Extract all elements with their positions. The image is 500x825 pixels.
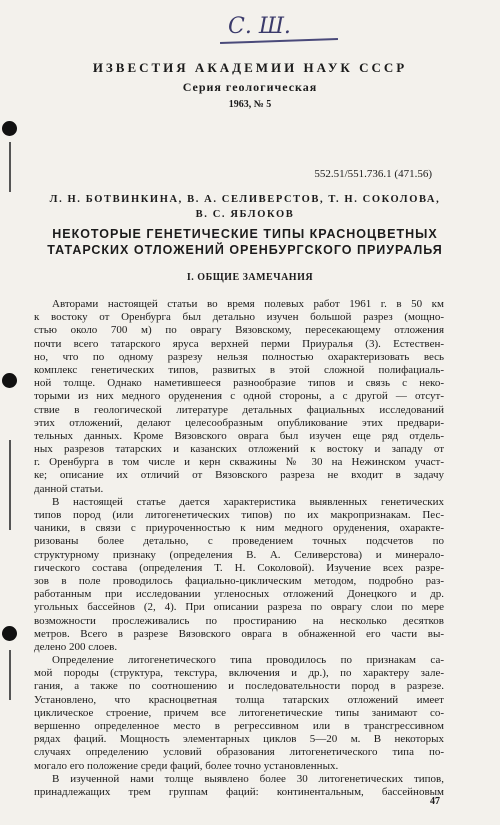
text-line: ризованы более детально, с проведением точных подсчетов по: [34, 535, 444, 548]
text-line: почти всего татарского яруса верхней перми Приуралья (3). Естествен-: [34, 337, 444, 350]
text-line: торыми из них медного оруденения с одной стороны, а с другой — отсут-: [34, 390, 444, 403]
text-line: возможности прослеживались по простиранию на несколько десятков: [34, 614, 444, 627]
article-title-line: НЕКОТОРЫЕ ГЕНЕТИЧЕСКИЕ ТИПЫ КРАСНОЦВЕТНЫХ: [52, 227, 438, 241]
text-line: принадлежащих трем группам фаций: континентальным, бассейновым: [34, 785, 444, 798]
text-line: угольных бассейнов (2, 4). При описании разреза по оврагу слои по мере: [34, 601, 444, 614]
text-line: Установлено, что красноцветная толща татарских отложений имеет: [34, 693, 444, 706]
text-line: г. Оренбурга в том числе и керн скважины № 30 на Нежинском участ-: [34, 456, 444, 469]
text-line: циклическое строение, причем все литогенетические типы занимают со-: [34, 706, 444, 719]
text-line: стью около 700 м) по оврагу Вязовскому, пересекающему отложения: [34, 324, 444, 337]
text-line: гического состава (определения Т. Н. Соколовой). Изучение всех разре-: [34, 561, 444, 574]
text-line: тельных данных. Кроме Вязовского оврага был изучен еще ряд отдель-: [34, 429, 444, 442]
authors: [30, 192, 460, 222]
text-line: могало его положение среди фаций, более точно установленных.: [34, 759, 339, 772]
punch-hole-middle: [2, 373, 17, 388]
punch-hole-top: [2, 121, 17, 136]
section-heading: I. ОБЩИЕ ЗАМЕЧАНИЯ: [186, 272, 314, 283]
text-line: Авторами настоящей статьи во время полевых работ 1961 г. в 50 км: [52, 298, 444, 310]
text-line: ствие в геологической литературе детальных фациальных исследований: [34, 403, 444, 416]
text-line: зов в поле проводилось фациально-циклическим методом, подробно раз-: [34, 574, 444, 587]
margin-line-top: [9, 142, 11, 192]
text-line: случаях определению условий образования литогенетического типа по-: [34, 746, 444, 759]
text-line: рядах фаций. Мощность элементарных циклов 5—20 м. В некоторых: [34, 733, 444, 746]
text-line: комплекс генетических типов, развитых в этой сложной полифациаль-: [34, 363, 444, 376]
page-number: 47: [430, 796, 440, 807]
text-line: структурному признаку (определения В. А. Селиверстова) и минерало-: [34, 548, 444, 561]
article-title: [30, 226, 460, 258]
margin-line-bottom: [9, 650, 11, 700]
journal-title: ИЗВЕСТИЯ АКАДЕМИИ НАУК СССР: [92, 60, 408, 75]
text-line: чаники, в связи с приуроченностью к ним медного оруденения, охаракте-: [34, 522, 444, 535]
text-line: данной статьи.: [34, 482, 104, 495]
punch-hole-bottom: [2, 626, 17, 641]
authors-line: Л. Н. БОТВИНКИНА, В. А. СЕЛИВЕРСТОВ, Т. Н. СОКОЛОВА,: [49, 194, 441, 205]
text-line: мой породы (структура, текстура, включения и др.), по характеру зале-: [34, 667, 444, 680]
text-line: В настоящей статье дается характеристика выявленных генетических: [52, 495, 444, 508]
text-line: В изученной нами толще выявлено более 30 литогенетических типов,: [52, 772, 444, 785]
text-line: вершенно определенное место в регрессивном или в трансгрессивном: [34, 720, 444, 732]
authors-line: В. С. ЯБЛОКОВ: [195, 209, 295, 220]
text-line: типов пород (или литогенетических типов) по их макропризнакам. Пес-: [34, 509, 444, 521]
text-line: к востоку от Оренбурга был детально изучен большой разрез (мощно-: [34, 311, 444, 324]
text-line: гания, а также по соотношению и последовательности пород в разрезе.: [34, 680, 444, 693]
text-line: ной толще. Однако наметившееся разнообразие типов и связь с неко-: [34, 377, 444, 390]
handwritten-signature: С. Ш.: [228, 14, 291, 39]
text-line: метров. Всего в разрезе Вязовского оврага в обнаженной его части вы-: [34, 627, 444, 640]
journal-series: Серия геологическая: [182, 80, 318, 94]
text-line: этих отложений, делают целесообразным опубликование этих предвари-: [34, 416, 444, 429]
text-line: но, что по одному разрезу нельзя полностью охарактеризовать весь: [34, 350, 444, 363]
text-line: ке; описание их отличий от Вязовского разреза не входит в задачу: [34, 469, 444, 482]
text-line: работанным при исследовании угленосных отложений Донецкого и др.: [34, 588, 444, 601]
margin-line-middle: [9, 440, 11, 530]
article-body: [34, 298, 444, 799]
text-line: ных разрезов татарских и казанских отложений к востоку и западу от: [34, 443, 444, 456]
text-line: Определение литогенетического типа проводилось по признакам са-: [52, 654, 444, 667]
text-line: делено 200 слоев.: [34, 640, 118, 653]
article-title-line: ТАТАРСКИХ ОТЛОЖЕНИЙ ОРЕНБУРГСКОГО ПРИУРАЛЬЯ: [47, 243, 443, 257]
udc-code: 552.51/551.736.1 (471.56): [314, 168, 432, 180]
journal-issue: 1963, № 5: [228, 99, 272, 110]
